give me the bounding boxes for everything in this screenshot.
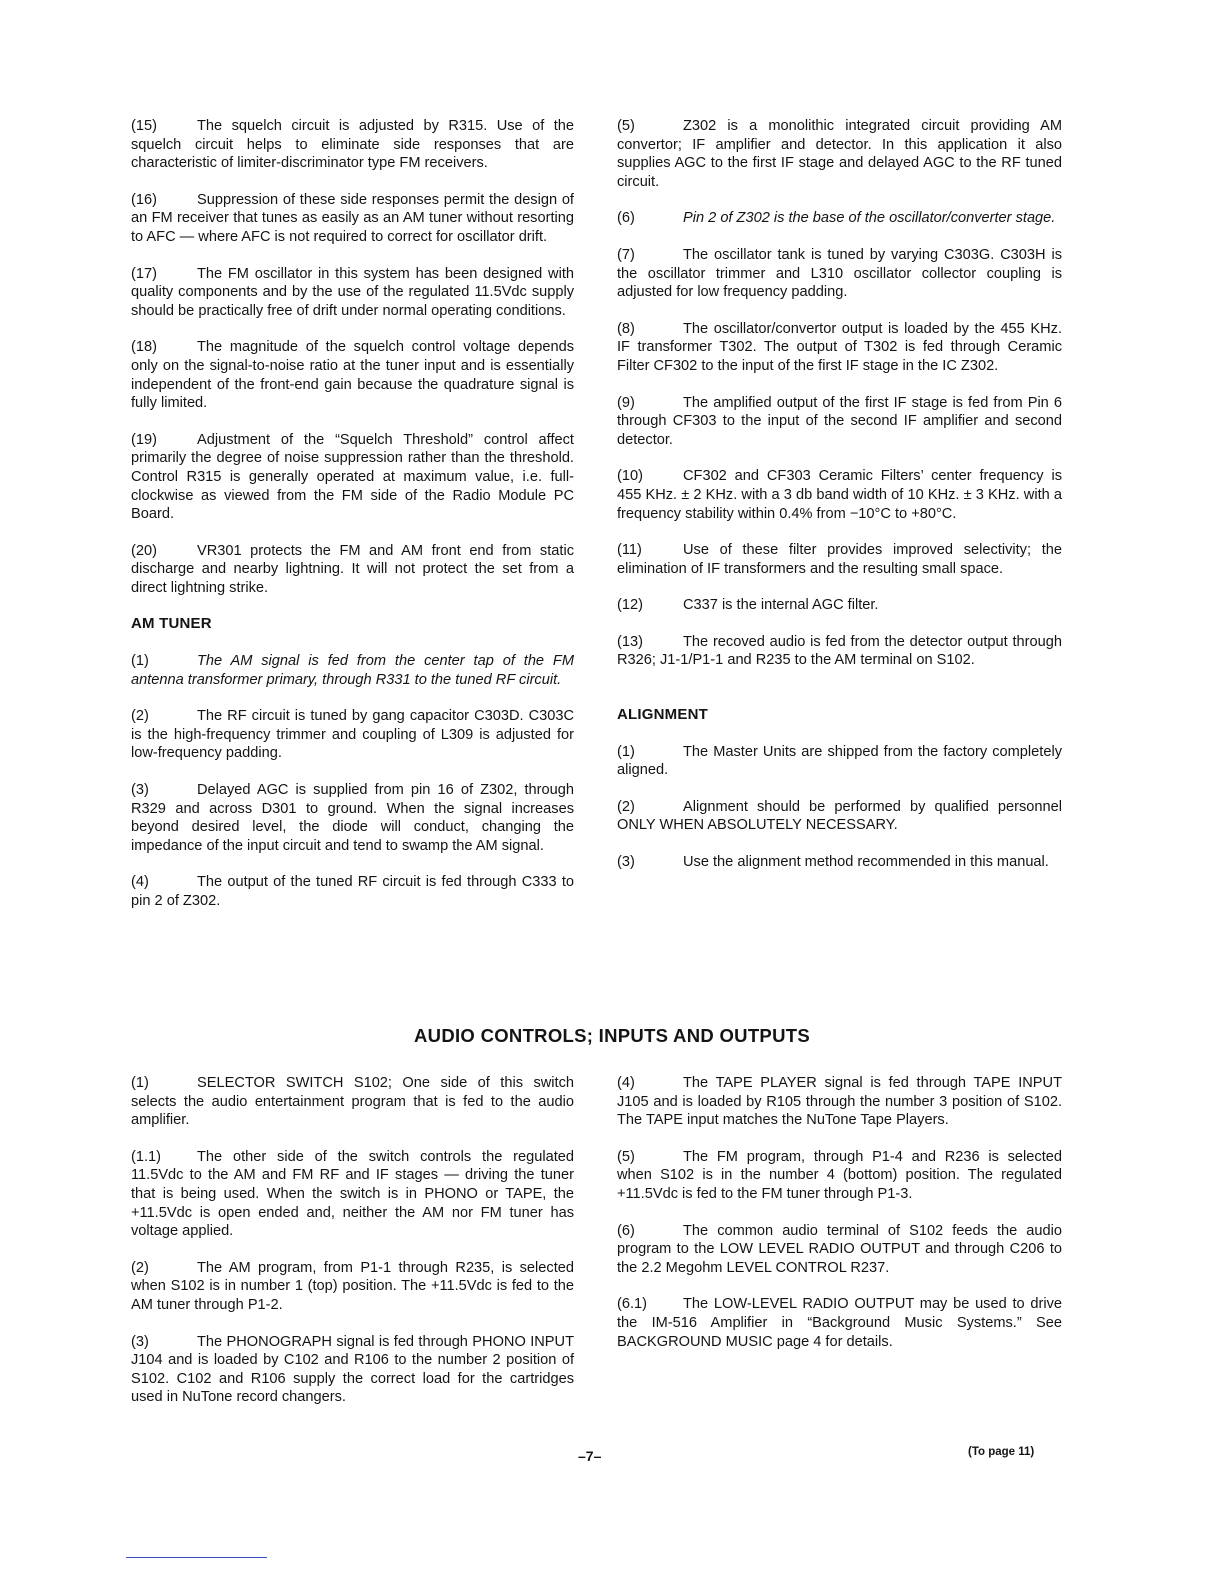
section-heading: AUDIO CONTROLS; INPUTS AND OUTPUTS: [414, 1025, 810, 1046]
audio-paragraph-5: (5) The FM program, through P1-4 and R236 is selected when S102 is in the number 4 (bottom) position. The regulated +11.5Vdc is fed to the FM tuner through P1-3.: [617, 1148, 1062, 1202]
page-number: –7–: [578, 1448, 602, 1464]
alignment-heading: ALIGNMENT: [617, 706, 708, 724]
paragraph-16: (16) Suppression of these side responses permit the design of an FM receiver that tunes as easily as an AM tuner without resorting to AFC — where AFC is not required to correct for oscillator drift.: [131, 191, 574, 245]
paragraph-15: (15) The squelch circuit is adjusted by R315. Use of the squelch circuit helps to eliminate side responses that are characteristic of limiter-discriminator type FM receivers.: [131, 118, 574, 172]
paragraph-6: (6) Pin 2 of Z302 is the base of the oscillator/converter stage.: [617, 210, 1056, 227]
left-column-bottom: [131, 1074, 574, 1407]
audio-paragraph-1: (1) SELECTOR SWITCH S102; One side of this switch selects the audio entertainment program that is fed to the audio amplifier.: [131, 1075, 574, 1129]
audio-paragraph-6: (6) The common audio terminal of S102 feeds the audio program to the LOW LEVEL RADIO OUTPUT and through C206 to the 2.2 Megohm LEVEL CONTROL R237.: [617, 1222, 1062, 1276]
paragraph-12: (12) C337 is the internal AGC filter.: [617, 597, 879, 614]
right-column-bottom: [617, 1074, 1062, 1351]
audio-paragraph-6-1: (6.1) The LOW-LEVEL RADIO OUTPUT may be used to drive the IM-516 Amplifier in “Background Music Systems.” See BACKGROUND MUSIC page 4 for details.: [617, 1296, 1062, 1350]
am-tuner-heading: AM TUNER: [131, 615, 212, 633]
am-paragraph-1: (1) The AM signal is fed from the center tap of the FM antenna transformer primary, through R331 to the tuned RF circuit.: [131, 653, 574, 688]
audio-paragraph-2: (2) The AM program, from P1-1 through R235, is selected when S102 is in number 1 (top) position. The +11.5Vdc is fed to the AM tuner through P1-2.: [131, 1259, 574, 1313]
left-column-top: [131, 117, 574, 911]
paragraph-13: (13) The recoved audio is fed from the detector output through R326; J1-1/P1-1 and R235 to the AM terminal on S102.: [617, 633, 1062, 669]
alignment-paragraph-2: (2) Alignment should be performed by qualified personnel ONLY WHEN ABSOLUTELY NECESSARY.: [617, 798, 1062, 834]
am-paragraph-3: (3) Delayed AGC is supplied from pin 16 of Z302, through R329 and across D301 to ground. When the signal increases beyond desired level, the diode will conduct, changing the impedance of the input circuit and tend to swamp the AM signal.: [131, 782, 574, 854]
paragraph-9: (9) The amplified output of the first IF stage is fed from Pin 6 through CF303 to the input of the second IF amplifier and second detector.: [617, 394, 1062, 448]
paragraph-20: (20) VR301 protects the FM and AM front end from static discharge and nearby lightning. It will not protect the set from a direct lightning strike.: [131, 542, 574, 596]
right-column-top: [617, 117, 1062, 872]
paragraph-19: (19) Adjustment of the “Squelch Threshold” control affect primarily the degree of noise suppression rather than the threshold. Control R315 is generally operated at maximum value, i.e. full-clockwise as viewed from the FM side of the Radio Module PC Board.: [131, 431, 574, 523]
footnote-rule: [126, 1557, 267, 1558]
audio-paragraph-4: (4) The TAPE PLAYER signal is fed through TAPE INPUT J105 and is loaded by R105 through the number 3 position of S102. The TAPE input matches the NuTone Tape Players.: [617, 1075, 1062, 1129]
audio-paragraph-3: (3) The PHONOGRAPH signal is fed through PHONO INPUT J104 and is loaded by C102 and R106 to the number 2 position of S102. C102 and R106 supply the correct load for the cartridges used in NuTone record changers.: [131, 1333, 574, 1406]
paragraph-18: (18) The magnitude of the squelch control voltage depends only on the signal-to-noise ratio at the tuner input and is essentially independent of the front-end gain because the quadrature signal is fully limited.: [131, 339, 574, 412]
paragraph-7: (7) The oscillator tank is tuned by varying C303G. C303H is the oscillator trimmer and L310 oscillator collector coupling is adjusted for low frequency padding.: [617, 246, 1062, 301]
alignment-paragraph-1: (1) The Master Units are shipped from the factory completely aligned.: [617, 743, 1062, 779]
am-paragraph-2: (2) The RF circuit is tuned by gang capacitor C303D. C303C is the high-frequency trimmer and coupling of L309 is adjusted for low-frequency padding.: [131, 708, 574, 762]
paragraph-11: (11) Use of these filter provides improved selectivity; the elimination of IF transformers and the resulting small space.: [617, 542, 1062, 577]
am-paragraph-4: (4) The output of the tuned RF circuit is fed through C333 to pin 2 of Z302.: [131, 874, 574, 909]
paragraph-8: (8) The oscillator/convertor output is loaded by the 455 KHz. IF transformer T302. The output of T302 is fed through Ceramic Filter CF302 to the input of the first IF stage in the IC Z302.: [617, 320, 1062, 374]
paragraph-17: (17) The FM oscillator in this system has been designed with quality components and by the use of the regulated 11.5Vdc supply should be practically free of drift under normal operating conditions.: [131, 265, 574, 319]
paragraph-10: (10) CF302 and CF303 Ceramic Filters’ center frequency is 455 KHz. ± 2 KHz. with a 3 db band width of 10 KHz. ± 3 KHz. with a frequency stability within 0.4% from −10°C to +80°C.: [617, 468, 1062, 522]
continued-note: (To page 11): [968, 1446, 1035, 1458]
paragraph-5: (5) Z302 is a monolithic integrated circuit providing AM convertor; IF amplifier and detector. In this application it also supplies AGC to the first IF stage and delayed AGC to the RF tuned circuit.: [617, 118, 1062, 190]
audio-paragraph-1-1: (1.1) The other side of the switch controls the regulated 11.5Vdc to the AM and FM RF and IF stages — driving the tuner that is being used. When the switch is in PHONO or TAPE, the +11.5Vdc is open ended and, neither the AM nor FM tuner has voltage applied.: [131, 1148, 574, 1240]
alignment-paragraph-3: (3) Use the alignment method recommended in this manual.: [617, 854, 1049, 871]
